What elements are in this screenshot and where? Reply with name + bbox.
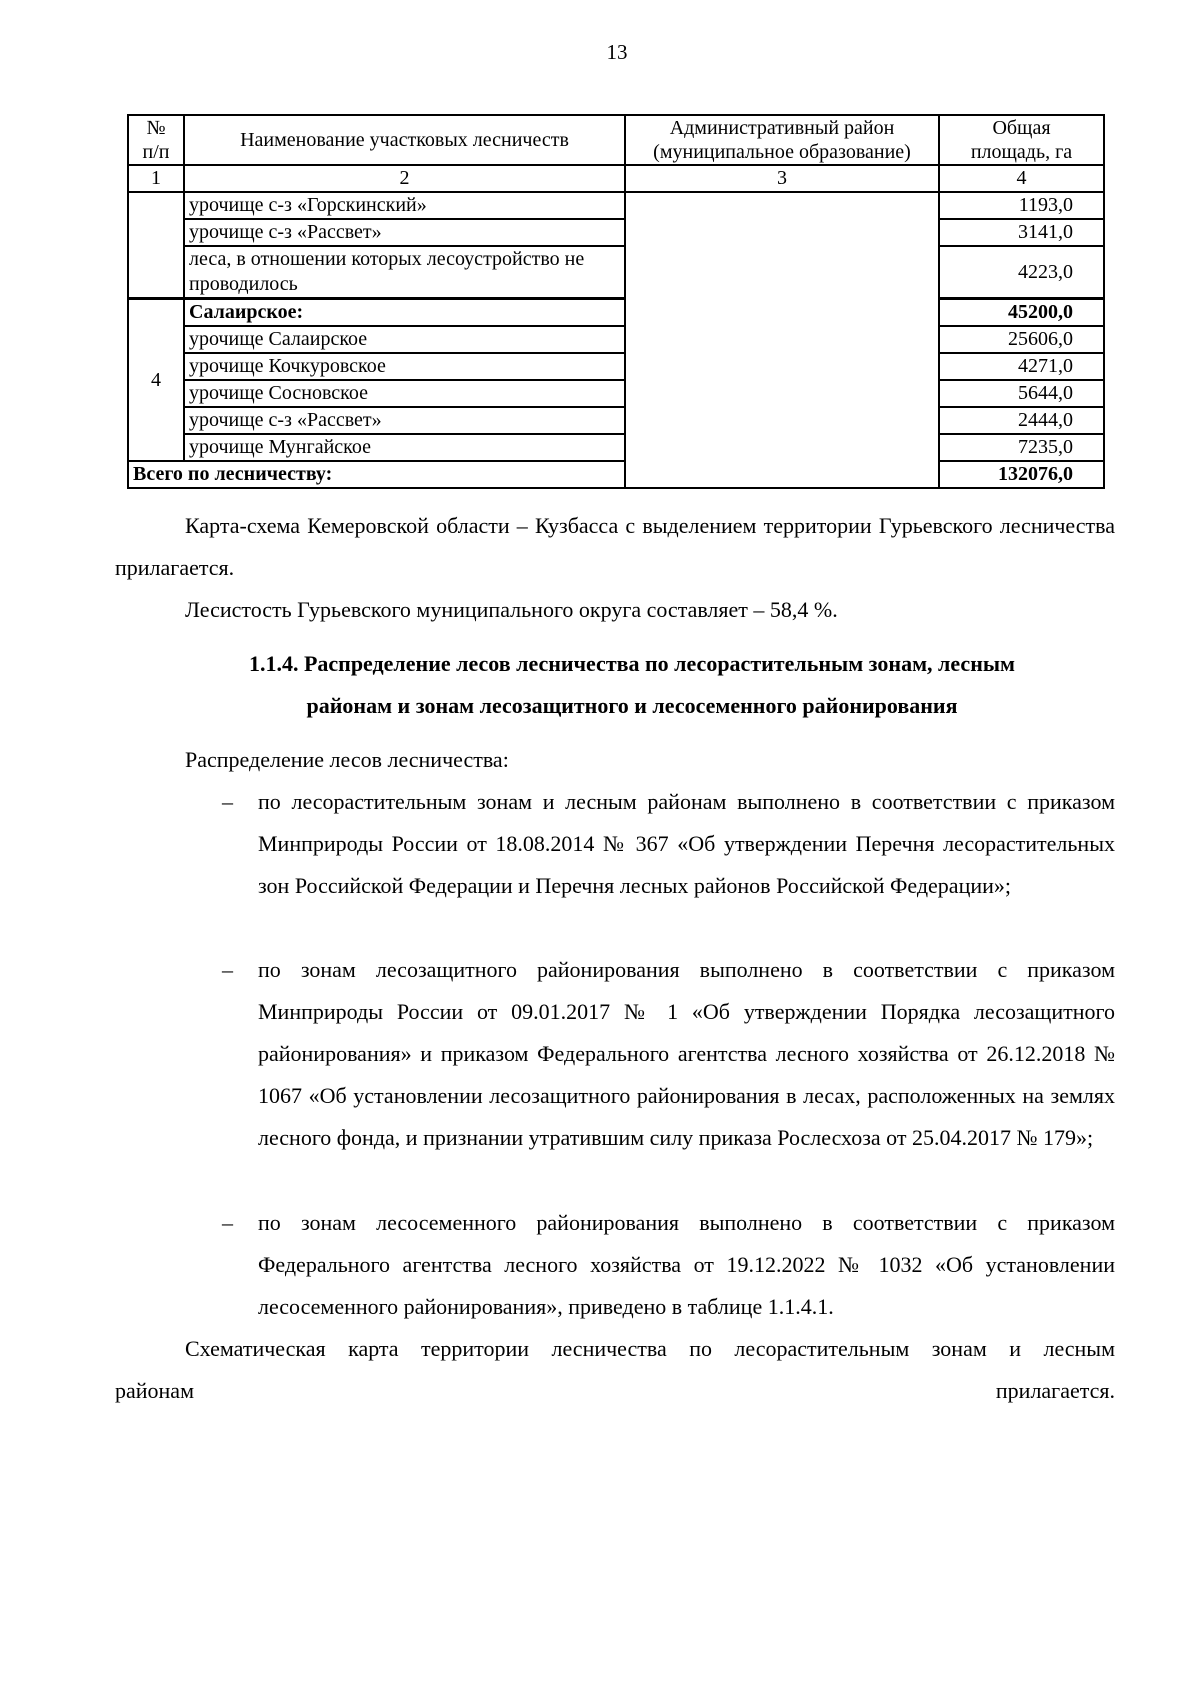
- table-row: [128, 434, 1104, 461]
- table-row: [128, 326, 1104, 353]
- map-note-paragraph: Карта-схема Кемеровской области – Кузбасса с выделением территории Гурьевского лесничества прилагается.: [115, 513, 1115, 580]
- table-row: [128, 192, 1104, 219]
- row-area: 5644,0: [939, 380, 1104, 407]
- row-area: 1193,0: [939, 192, 1104, 219]
- row-name: урочище с-з «Горскинский»: [184, 192, 625, 219]
- bullet-dash: –: [222, 957, 233, 982]
- header-area-line1: Общая: [992, 117, 1051, 139]
- row-area: 7235,0: [939, 434, 1104, 461]
- header-district-line1: Административный район: [669, 117, 895, 139]
- row-area: 4271,0: [939, 353, 1104, 380]
- district-cell: [625, 192, 939, 488]
- group-area: 45200,0: [939, 299, 1104, 327]
- row-name: урочище Кочкуровское: [184, 353, 625, 380]
- row-area: 2444,0: [939, 407, 1104, 434]
- col-number: 1: [128, 165, 184, 192]
- header-district: [625, 115, 939, 165]
- column-numbers-row: [128, 165, 1104, 192]
- group-title: Салаирское:: [184, 299, 625, 327]
- total-label: Всего по лесничеству:: [128, 461, 939, 488]
- row-name: урочище с-з «Рассвет»: [184, 407, 625, 434]
- table-total-row: [128, 461, 1104, 488]
- scheme-paragraph-line2: [115, 1370, 1115, 1412]
- header-num-line1: №: [146, 117, 166, 139]
- empty-num-cell: [128, 192, 184, 299]
- header-area: [939, 115, 1104, 165]
- table-header-row: [128, 115, 1104, 165]
- section-heading-line2: районам и зонам лесозащитного и лесосеменного районирования: [306, 693, 958, 718]
- row-name: урочище Сосновское: [184, 380, 625, 407]
- bullet-item-2: по зонам лесозащитного районирования выполнено в соответствии с приказом Минприроды России от 09.01.2017 № 1 «Об утверждении Порядка лесозащитного районирования» и приказом Федерального агентства лесного хозяйства от 26.12.2018 № 1067 «Об установлении лесозащитного районирования в лесах, расположенных на землях лесного фонда, и признании утратившим силу приказа Рослесхоза от 25.04.2017 № 179»;: [258, 957, 1115, 1150]
- section-heading-line1: 1.1.4. Распределение лесов лесничества по лесорастительным зонам, лесным: [248, 651, 1016, 676]
- col-number: 2: [184, 165, 625, 192]
- bullet-dash: –: [222, 789, 233, 814]
- row-area: 4223,0: [939, 246, 1104, 299]
- row-name: урочище с-з «Рассвет»: [184, 219, 625, 246]
- table-row: [128, 246, 1104, 299]
- table-row: [128, 407, 1104, 434]
- row-name: леса, в отношении которых лесоустройство не проводилось: [184, 246, 625, 299]
- header-num: [128, 115, 184, 165]
- scheme-line2-left: районам: [115, 1378, 194, 1403]
- forestry-table: [127, 114, 1105, 489]
- col-number: 3: [625, 165, 939, 192]
- col-number: 4: [939, 165, 1104, 192]
- row-name: урочище Мунгайское: [184, 434, 625, 461]
- bullet-item-1: по лесорастительным зонам и лесным районам выполнено в соответствии с приказом Минприроды России от 18.08.2014 № 367 «Об утверждении Перечня лесорастительных зон Российской Федерации и Перечня лесных районов Российской Федерации»;: [258, 789, 1115, 898]
- header-num-line2: п/п: [142, 141, 170, 163]
- total-area: 132076,0: [939, 461, 1104, 488]
- header-area-line2: площадь, га: [970, 141, 1073, 163]
- distribution-intro: Распределение лесов лесничества:: [185, 747, 509, 772]
- row-area: 25606,0: [939, 326, 1104, 353]
- forest-cover-paragraph: Лесистость Гурьевского муниципального округа составляет – 58,4 %.: [185, 597, 838, 622]
- table-row: [128, 219, 1104, 246]
- bullet-item-3: по зонам лесосеменного районирования выполнено в соответствии с приказом Федерального агентства лесного хозяйства от 19.12.2022 № 1032 «Об установлении лесосеменного районирования», приведено в таблице 1.1.4.1.: [258, 1210, 1115, 1319]
- group-num: 4: [128, 299, 184, 462]
- row-name: урочище Салаирское: [184, 326, 625, 353]
- scheme-paragraph-line1: Схематическая карта территории лесничества по лесорастительным зонам и лесным: [185, 1336, 1115, 1361]
- bullet-dash: –: [222, 1210, 233, 1235]
- row-area: 3141,0: [939, 219, 1104, 246]
- table-row: [128, 353, 1104, 380]
- page-number: 13: [606, 40, 628, 64]
- table-row-group-title: [128, 299, 1104, 327]
- header-name: Наименование участковых лесничеств: [184, 115, 625, 165]
- header-district-line2: (муниципальное образование): [653, 141, 911, 163]
- scheme-line2-right: прилагается.: [995, 1378, 1115, 1403]
- table-row: [128, 380, 1104, 407]
